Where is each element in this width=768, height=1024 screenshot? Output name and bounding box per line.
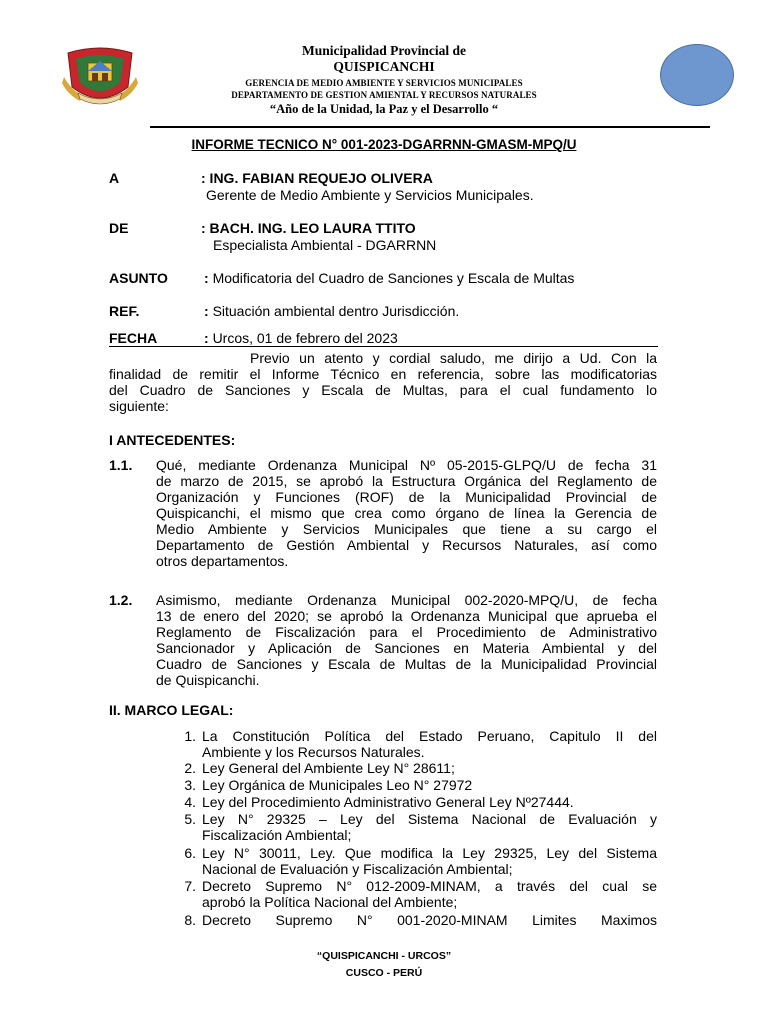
legal-line: Ambiente y los Recursos Naturales. xyxy=(202,744,425,760)
item-line: Qué, mediante Ordenanza Municipal Nº 05-2015-GLPQ/U de fecha 31 xyxy=(156,457,657,473)
intro-line: Previo un atento y cordial saludo, me dirijo a Ud. Con la xyxy=(250,350,657,366)
department-line2: DEPARTAMENTO DE GESTION AMIENTAL Y RECURSOS NATURALES xyxy=(231,90,537,100)
legal-item xyxy=(202,794,657,810)
legal-line: La Constitución Política del Estado Peruano, Capitulo II del xyxy=(202,728,657,744)
legal-item-number: 7. xyxy=(184,878,196,894)
antecedente-item xyxy=(156,592,657,688)
section-antecedentes-title: I ANTECEDENTES: xyxy=(109,432,236,448)
antecedente-item xyxy=(156,457,657,569)
item-line: Departamento de Gestión Ambiental y Recursos Naturales, así como xyxy=(156,537,657,553)
field-fecha-label: FECHA xyxy=(109,330,158,346)
item-line: Asimismo, mediante Ordenanza Municipal 002-2020-MPQ/U, de fecha xyxy=(156,592,657,608)
legal-line: Ley Orgánica de Municipales Leo N° 27972 xyxy=(202,777,473,793)
legal-item xyxy=(202,728,657,760)
item-line: otros departamentos. xyxy=(156,553,289,569)
item-line: Quispicanchi, el mismo que crea como órgano de línea la Gerencia de xyxy=(156,505,657,521)
field-de-name: : BACH. ING. LEO LAURA TTITO xyxy=(201,220,416,236)
field-asunto-label: ASUNTO xyxy=(109,270,168,286)
item-line: Cuadro de Sanciones y Escala de Multas de la Municipalidad Provincial xyxy=(156,656,657,672)
legal-item-number: 4. xyxy=(184,794,196,810)
item-line: de marzo de 2015, se aprobó la Estructura Orgánica del Reglamento de xyxy=(156,473,657,489)
legal-item xyxy=(202,811,657,843)
intro-line: finalidad de remitir el Informe Técnico en referencia, sobre las modificatorias xyxy=(109,366,657,382)
intro-line: del Cuadro de Sanciones y Escala de Multas, para el cual fundamento lo xyxy=(109,382,657,398)
intro-line: siguiente: xyxy=(109,398,169,414)
legal-line: Ley General del Ambiente Ley N° 28611; xyxy=(202,760,455,776)
legal-item-number: 2. xyxy=(184,760,196,776)
field-fecha-value: : Urcos, 01 de febrero del 2023 xyxy=(204,330,398,346)
legal-line: Ley del Procedimiento Administrativo General Ley Nº27444. xyxy=(202,794,574,810)
item-line: 13 de enero del 2020; se aprobó la Ordenanza Municipal que aprueba el xyxy=(156,608,657,624)
intro-paragraph xyxy=(109,350,657,414)
field-a-label: A xyxy=(109,170,120,186)
header-divider xyxy=(150,126,710,128)
item-line: de Quispicanchi. xyxy=(156,672,260,688)
legal-line: Ley N° 30011, Ley. Que modifica la Ley 29325, Ley del Sistema xyxy=(202,845,657,861)
legal-line: Ley N° 29325 – Ley del Sistema Nacional de Evaluación y xyxy=(202,811,657,827)
item-number: 1.1. xyxy=(109,457,133,473)
department-line1: GERENCIA DE MEDIO AMBIENTE Y SERVICIOS MUNICIPALES xyxy=(245,78,523,88)
field-a-role: Gerente de Medio Ambiente y Servicios Municipales. xyxy=(206,187,534,203)
item-line: Medio Ambiente y Servicios Municipales que tiene a su cargo el xyxy=(156,521,657,537)
legal-item xyxy=(202,845,657,877)
field-ref-label: REF. xyxy=(109,303,140,319)
item-line: Reglamento de Fiscalización para el Procedimiento de Administrativo xyxy=(156,624,657,640)
legal-item xyxy=(202,912,657,928)
field-ref-value: : Situación ambiental dentro Jurisdicción. xyxy=(204,303,460,319)
legal-item-number: 6. xyxy=(184,845,196,861)
report-title-text: INFORME TECNICO N° 001-2023-DGARRNN-GMASM-MPQ/U xyxy=(191,137,577,152)
legal-line: Nacional de Evaluación y Fiscalización Ambiental; xyxy=(202,861,513,877)
report-title xyxy=(0,137,768,152)
footer-location-line2: CUSCO - PERÚ xyxy=(345,967,423,979)
item-number: 1.2. xyxy=(109,592,133,608)
org-name-line1: Municipalidad Provincial de xyxy=(301,43,467,58)
item-line: Organización y Funciones (ROF) de la Municipalidad Provincial de xyxy=(156,489,657,505)
legal-line: Decreto Supremo N° 001-2020-MINAM Limites Maximos xyxy=(202,912,657,928)
legal-item-number: 3. xyxy=(184,777,196,793)
legal-item-number: 8. xyxy=(184,912,196,928)
field-asunto-value: : Modificatoria del Cuadro de Sanciones y Escala de Multas xyxy=(204,270,575,286)
field-de-role: Especialista Ambiental - DGARRNN xyxy=(213,237,437,253)
field-de-label: DE xyxy=(109,220,129,236)
legal-item xyxy=(202,777,657,793)
legal-item-number: 5. xyxy=(184,811,196,827)
item-line: Sancionador y Aplicación de Sanciones en Materia Ambiental y del xyxy=(156,640,657,656)
footer-location-line1: “QUISPICANCHI - URCOS” xyxy=(316,950,452,962)
section-marco-legal-title: II. MARCO LEGAL: xyxy=(109,702,234,718)
field-a-name: : ING. FABIAN REQUEJO OLIVERA xyxy=(201,170,433,186)
fecha-divider xyxy=(109,346,658,347)
legal-item-number: 1. xyxy=(184,728,196,744)
year-motto: “Año de la Unidad, la Paz y el Desarrollo “ xyxy=(269,102,499,116)
legal-item xyxy=(202,760,657,776)
legal-item xyxy=(202,878,657,910)
legal-line: Fiscalización Ambiental; xyxy=(202,827,352,843)
legal-line: aprobó la Política Nacional del Ambiente; xyxy=(202,894,458,910)
org-name-line2: QUISPICANCHI xyxy=(333,59,435,74)
legal-line: Decreto Supremo N° 012-2009-MINAM, a través del cual se xyxy=(202,878,657,894)
